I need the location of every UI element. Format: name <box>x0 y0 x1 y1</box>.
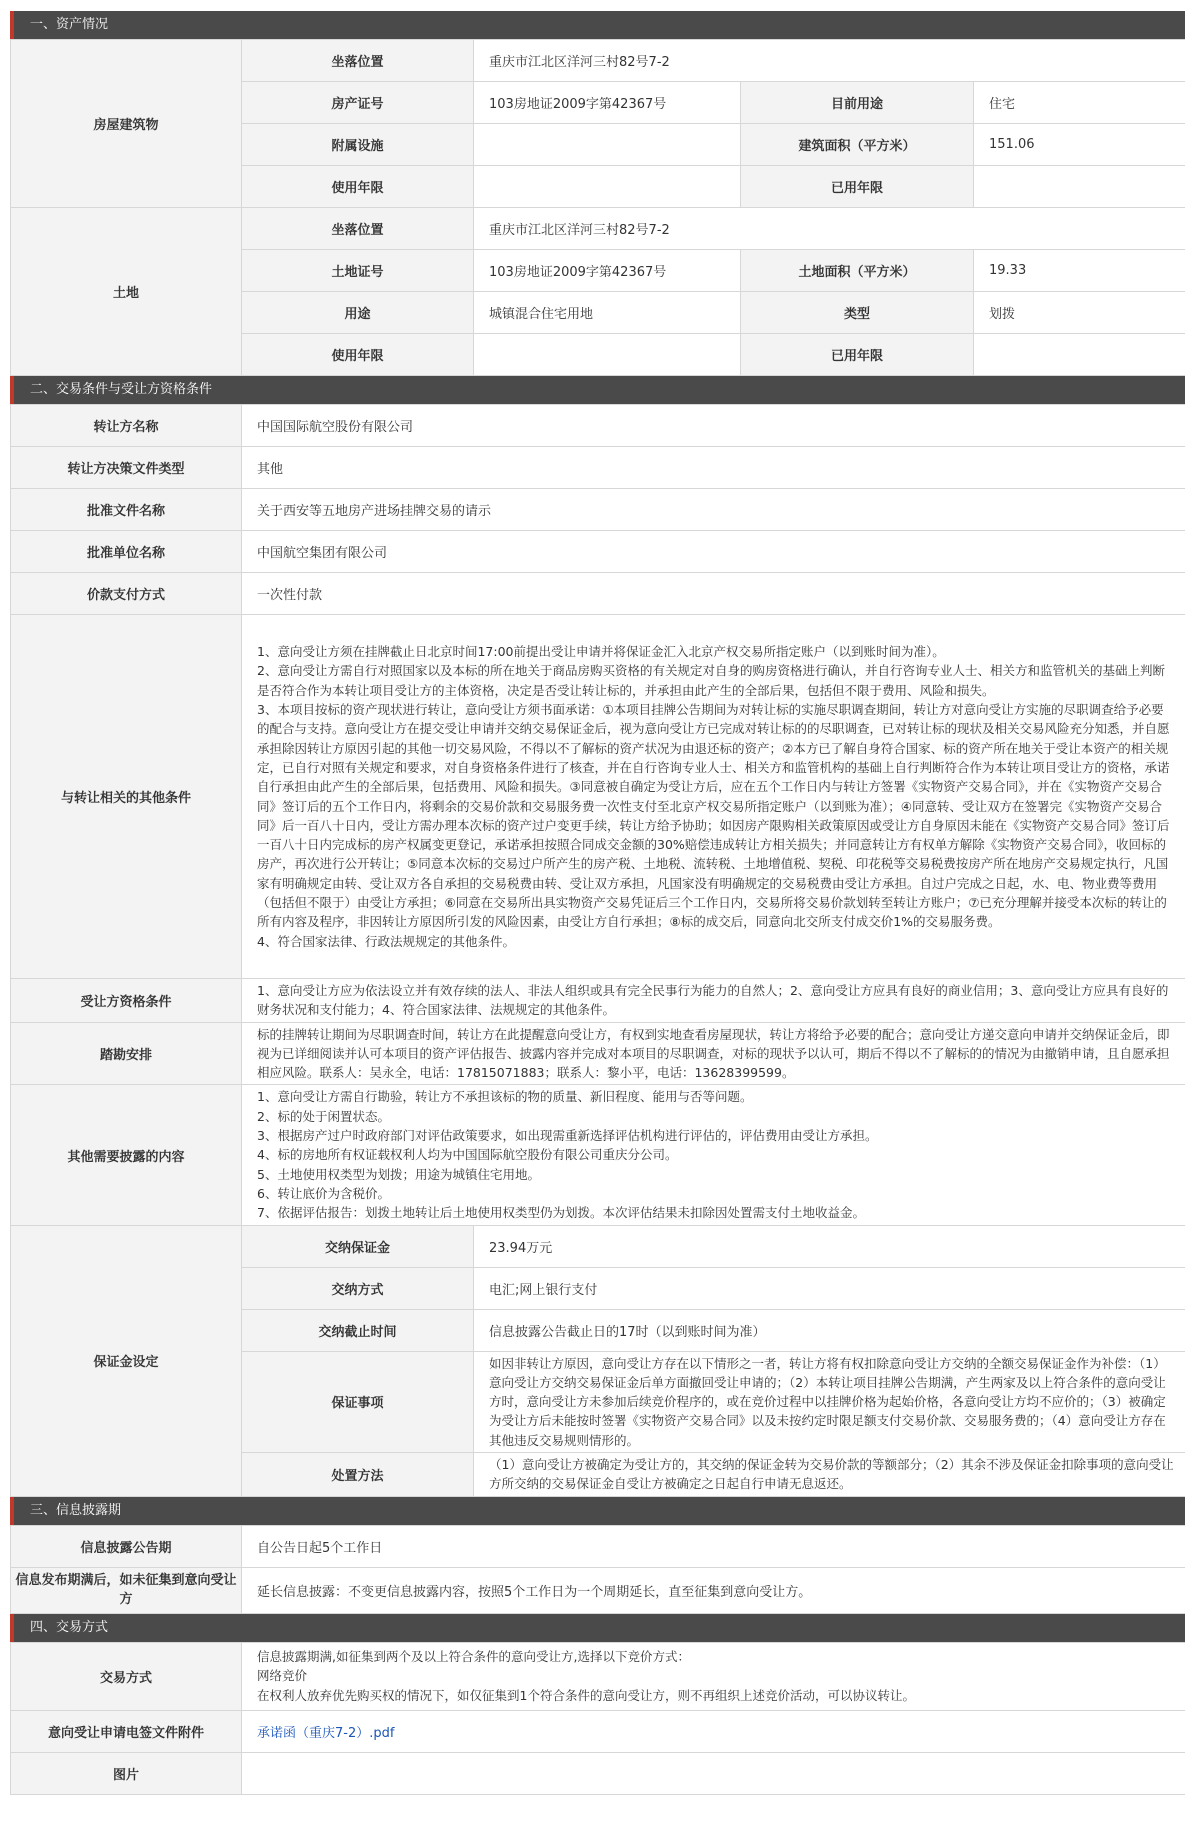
attachment-cell <box>242 1710 1185 1752</box>
no-bidder: 延长信息披露：不变更信息披露内容，按照5个工作日为一个周期延长，直至征集到意向受让方。 <box>242 1567 1185 1613</box>
section-header-method <box>10 1614 1185 1642</box>
disclosure-period-label: 信息披露公告期 <box>11 1525 242 1567</box>
transferor-label: 转让方名称 <box>11 405 242 447</box>
trade-mode-line: 网络竞价 <box>257 1668 308 1684</box>
other-line: 3、本项目按标的资产现状进行转让，意向受让方须书面承诺：①本项目挂牌公告期间为对转让标的实施尽职调查期间，转让方对意向受让方实施的尽职调查给予必要的配合与支持。意向受让方在提交受让申请并交纳交易保证金后，视为意向受让方已完成对转让标的的尽职调查，已对转让标的现状及相关交易风险充分知悉，并自愿承担除因转让方原因引起的其他一切交易风险，不得以不了解标的资产状况为由退还标的资产；②本方已了解自身符合国家、标的资产所在地关于受让本资产的相关规定，已自行对照有关规定和要求，对自身资格条件进行了核查，并在自行咨询专业人士、相关方和监管机构的基础上自行判断符合作为本转让项目受让方的资格，承诺自行承担由此产生的全部后果，包括费用、风险和损失。③同意被自确定为受让方后，应在五个工作日内与转让方签署《实物资产交易合同》，并在《实物资产交易合同》签订后的五个工作日内，将剩余的交易价款和交易服务费一次性支付至北京产权交易所指定账户（以到账为准）；④同意转、受让双方在签署完《实物资产交易合同》后一百八十日内，受让方需办理本次标的资产过户变更手续，转让方给予协助；如因房产限购相关政策原因或受让方自身原因未能在《实物资产交易合同》签订后一百八十日内完成标的房产权属变更登记，承诺承担按照合同成交金额的30%赔偿违成转让方相关损失；并同意转让方有权单方解除《实物资产交易合同》，收回标的房产，再次进行公开转让；⑤同意本次标的交易过户所产生的房产税、土地税、流转税、土地增值税、契税、印花税等交易税费按房产所在地房产交易规定执行，凡国家有明确规定由转、受让双方各自承担的交易税费由转、受让双方承担，凡国家没有明确规定的交易税费由受让方承担。自过户完成之日起，水、电、物业费等费用（包括但不限于）由受让方承担；⑥同意在交易所出具实物资产交易凭证后三个工作日内，交易所将交易价款划转至转让方账户；⑦已充分理解并接受本次标的转让的所有内容及程序，非因转让方原因所引发的风险因素，由受让方自行承担；⑧标的成交后，同意向北交所支付成交价1%的交易服务费。 <box>257 702 1170 930</box>
disclose-line: 1、意向受让方需自行勘验，转让方不承担该标的物的质量、新旧程度、能用与否等问题。 <box>257 1089 753 1105</box>
building-used <box>974 166 1185 208</box>
disclosure-table <box>10 1525 1185 1614</box>
no-bidder-label: 信息发布期满后，如未征集到意向受让方 <box>11 1567 242 1613</box>
approval-doc-label: 批准文件名称 <box>11 489 242 531</box>
trade-mode-label: 交易方式 <box>11 1642 242 1710</box>
other-line: 4、符合国家法律、行政法规规定的其他条件。 <box>257 933 515 949</box>
land-location-label: 坐落位置 <box>242 208 474 250</box>
disclose-line: 4、标的房地所有权证载权利人均为中国国际航空股份有限公司重庆分公司。 <box>257 1147 678 1163</box>
decision: 其他 <box>242 447 1185 489</box>
land-used <box>974 334 1185 376</box>
land-area: 19.33 <box>974 250 1185 292</box>
section-title: 四、交易方式 <box>30 1619 109 1635</box>
land-type-label: 类型 <box>741 292 974 334</box>
building-use: 住宅 <box>974 82 1185 124</box>
deposit-matters: 如因非转让方原因，意向受让方存在以下情形之一者，转让方将有权扣除意向受让方交纳的全额交易保证金作为补偿：（1）意向受让方交纳交易保证金后单方面撤回受让申请的；（2）本转让项目挂牌公告期满，产生两家及以上符合条件的意向受让方时，意向受让方未参加后续竞价程序的，或在竞价过程中以挂牌价格为起始价格，各意向受让方均不应价的；（3）被确定为受让方后未能按时签署《实物资产交易合同》以及未按约定时限足额支付交易价款、交易服务费的；（4）意向受让方存在其他违反交易规则情形的。 <box>474 1351 1185 1452</box>
disclose-label: 其他需要披露的内容 <box>11 1085 242 1225</box>
other-conditions <box>242 615 1185 979</box>
land-used-label: 已用年限 <box>741 334 974 376</box>
other-line: 2、意向受让方需自行对照国家以及本标的所在地关于商品房购买资格的有关规定对自身的购房资格进行确认，并自行咨询专业人士、相关方和监管机关的基础上判断是否符合作为本转让项目受让方的主体资格，决定是否受让转让标的，并承担由此产生的全部后果，包括但不限于费用、风险和损失。 <box>257 663 1165 698</box>
building-area-label: 建筑面积（平方米） <box>741 124 974 166</box>
image-label: 图片 <box>11 1752 242 1794</box>
deposit-deadline: 信息披露公告截止日的17时（以到账时间为准） <box>474 1309 1185 1351</box>
trade-mode-line: 在权利人放弃优先购买权的情况下，如仅征集到1个符合条件的意向受让方，则不再组织上述竞价活动，可以协议转让。 <box>257 1687 915 1703</box>
land-years <box>474 334 741 376</box>
section-title: 三、信息披露期 <box>30 1502 122 1518</box>
building-use-label: 目前用途 <box>741 82 974 124</box>
land-type: 划拨 <box>974 292 1185 334</box>
trade-mode <box>242 1642 1185 1710</box>
method-table <box>10 1642 1185 1795</box>
land-cert: 103房地证2009字第42367号 <box>474 250 741 292</box>
attachment-label: 意向受让申请电签文件附件 <box>11 1710 242 1752</box>
deposit-amount: 23.94万元 <box>474 1225 1185 1267</box>
land-cert-label: 土地证号 <box>242 250 474 292</box>
deposit-handle-label: 处置方法 <box>242 1453 474 1497</box>
approval-unit: 中国航空集团有限公司 <box>242 531 1185 573</box>
survey: 标的挂牌转让期间为尽职调查时间，转让方在此提醒意向受让方，有权到实地查看房屋现状，转让方将给予必要的配合；意向受让方递交意向申请并交纳保证金后，即视为已详细阅读并认可本项目的资产评估报告、披露内容并完成对本项目的尽职调查，对标的现状予以认可，期后不得以不了解标的的情况为由撤销申请，且自愿承担相应风险。联系人：吴永全，电话：17815071883；联系人：黎小平，电话：13628399599。 <box>242 1022 1185 1085</box>
assets-table <box>10 39 1185 376</box>
deposit-label: 保证金设定 <box>11 1225 242 1496</box>
building-area: 151.06 <box>974 124 1185 166</box>
section-header-disclosure <box>10 1497 1185 1525</box>
deposit-handle: （1）意向受让方被确定为受让方的，其交纳的保证金转为交易价款的等额部分；（2）其余不涉及保证金扣除事项的意向受让方所交纳的交易保证金自受让方被确定之日起自行申请无息返还。 <box>474 1453 1185 1497</box>
qualification-label: 受让方资格条件 <box>11 979 242 1023</box>
land-purpose: 城镇混合住宅用地 <box>474 292 741 334</box>
building-facility-label: 附属设施 <box>242 124 474 166</box>
attachment-link[interactable]: 承诺函（重庆7-2）.pdf <box>257 1725 395 1741</box>
building-years <box>474 166 741 208</box>
disclose-line: 3、根据房产过户时政府部门对评估政策要求，如出现需重新选择评估机构进行评估的，评估费用由受让方承担。 <box>257 1128 878 1144</box>
land-area-label: 土地面积（平方米） <box>741 250 974 292</box>
transferor: 中国国际航空股份有限公司 <box>242 405 1185 447</box>
qualification: 1、意向受让方应为依法设立并有效存续的法人、非法人组织或具有完全民事行为能力的自然人；2、意向受让方应具有良好的商业信用；3、意向受让方应具有良好的财务状况和支付能力；4、符合国家法律、法规规定的其他条件。 <box>242 979 1185 1023</box>
other-conditions-label: 与转让相关的其他条件 <box>11 615 242 979</box>
disclose <box>242 1085 1185 1225</box>
trade-mode-line: 信息披露期满,如征集到两个及以上符合条件的意向受让方,选择以下竞价方式： <box>257 1649 690 1665</box>
section-header-assets <box>10 11 1185 39</box>
building-used-label: 已用年限 <box>741 166 974 208</box>
deposit-matters-label: 保证事项 <box>242 1351 474 1452</box>
payment-label: 价款支付方式 <box>11 573 242 615</box>
deposit-method: 电汇;网上银行支付 <box>474 1267 1185 1309</box>
building-location: 重庆市江北区洋河三村82号7-2 <box>474 40 1185 82</box>
disclose-line: 5、土地使用权类型为划拨；用途为城镇住宅用地。 <box>257 1166 540 1182</box>
land-years-label: 使用年限 <box>242 334 474 376</box>
image-cell <box>242 1752 1185 1794</box>
deposit-deadline-label: 交纳截止时间 <box>242 1309 474 1351</box>
disclosure-period: 自公告日起5个工作日 <box>242 1525 1185 1567</box>
disclose-line: 7、依据评估报告：划拨土地转让后土地使用权类型仍为划拨。本次评估结果未扣除因处置需支付土地收益金。 <box>257 1205 865 1221</box>
building-years-label: 使用年限 <box>242 166 474 208</box>
building-cert-label: 房产证号 <box>242 82 474 124</box>
approval-doc: 关于西安等五地房产进场挂牌交易的请示 <box>242 489 1185 531</box>
payment: 一次性付款 <box>242 573 1185 615</box>
building-facility <box>474 124 741 166</box>
deposit-method-label: 交纳方式 <box>242 1267 474 1309</box>
land-label: 土地 <box>11 208 242 376</box>
section-header-trade <box>10 376 1185 404</box>
land-purpose-label: 用途 <box>242 292 474 334</box>
section-title: 二、交易条件与受让方资格条件 <box>30 382 213 397</box>
disclose-line: 6、转让底价为含税价。 <box>257 1185 390 1201</box>
land-location: 重庆市江北区洋河三村82号7-2 <box>474 208 1185 250</box>
other-line: 1、意向受让方须在挂牌截止日北京时间17:00前提出受让申请并将保证金汇入北京产权交易所指定账户（以到账时间为准）。 <box>257 644 945 660</box>
trade-table <box>10 404 1185 1497</box>
approval-unit-label: 批准单位名称 <box>11 531 242 573</box>
building-label: 房屋建筑物 <box>11 40 242 208</box>
decision-label: 转让方决策文件类型 <box>11 447 242 489</box>
section-title: 一、资产情况 <box>30 17 109 32</box>
building-cert: 103房地证2009字第42367号 <box>474 82 741 124</box>
survey-label: 踏勘安排 <box>11 1022 242 1085</box>
deposit-amount-label: 交纳保证金 <box>242 1225 474 1267</box>
building-location-label: 坐落位置 <box>242 40 474 82</box>
disclose-line: 2、标的处于闲置状态。 <box>257 1108 390 1124</box>
page <box>10 0 1185 1795</box>
